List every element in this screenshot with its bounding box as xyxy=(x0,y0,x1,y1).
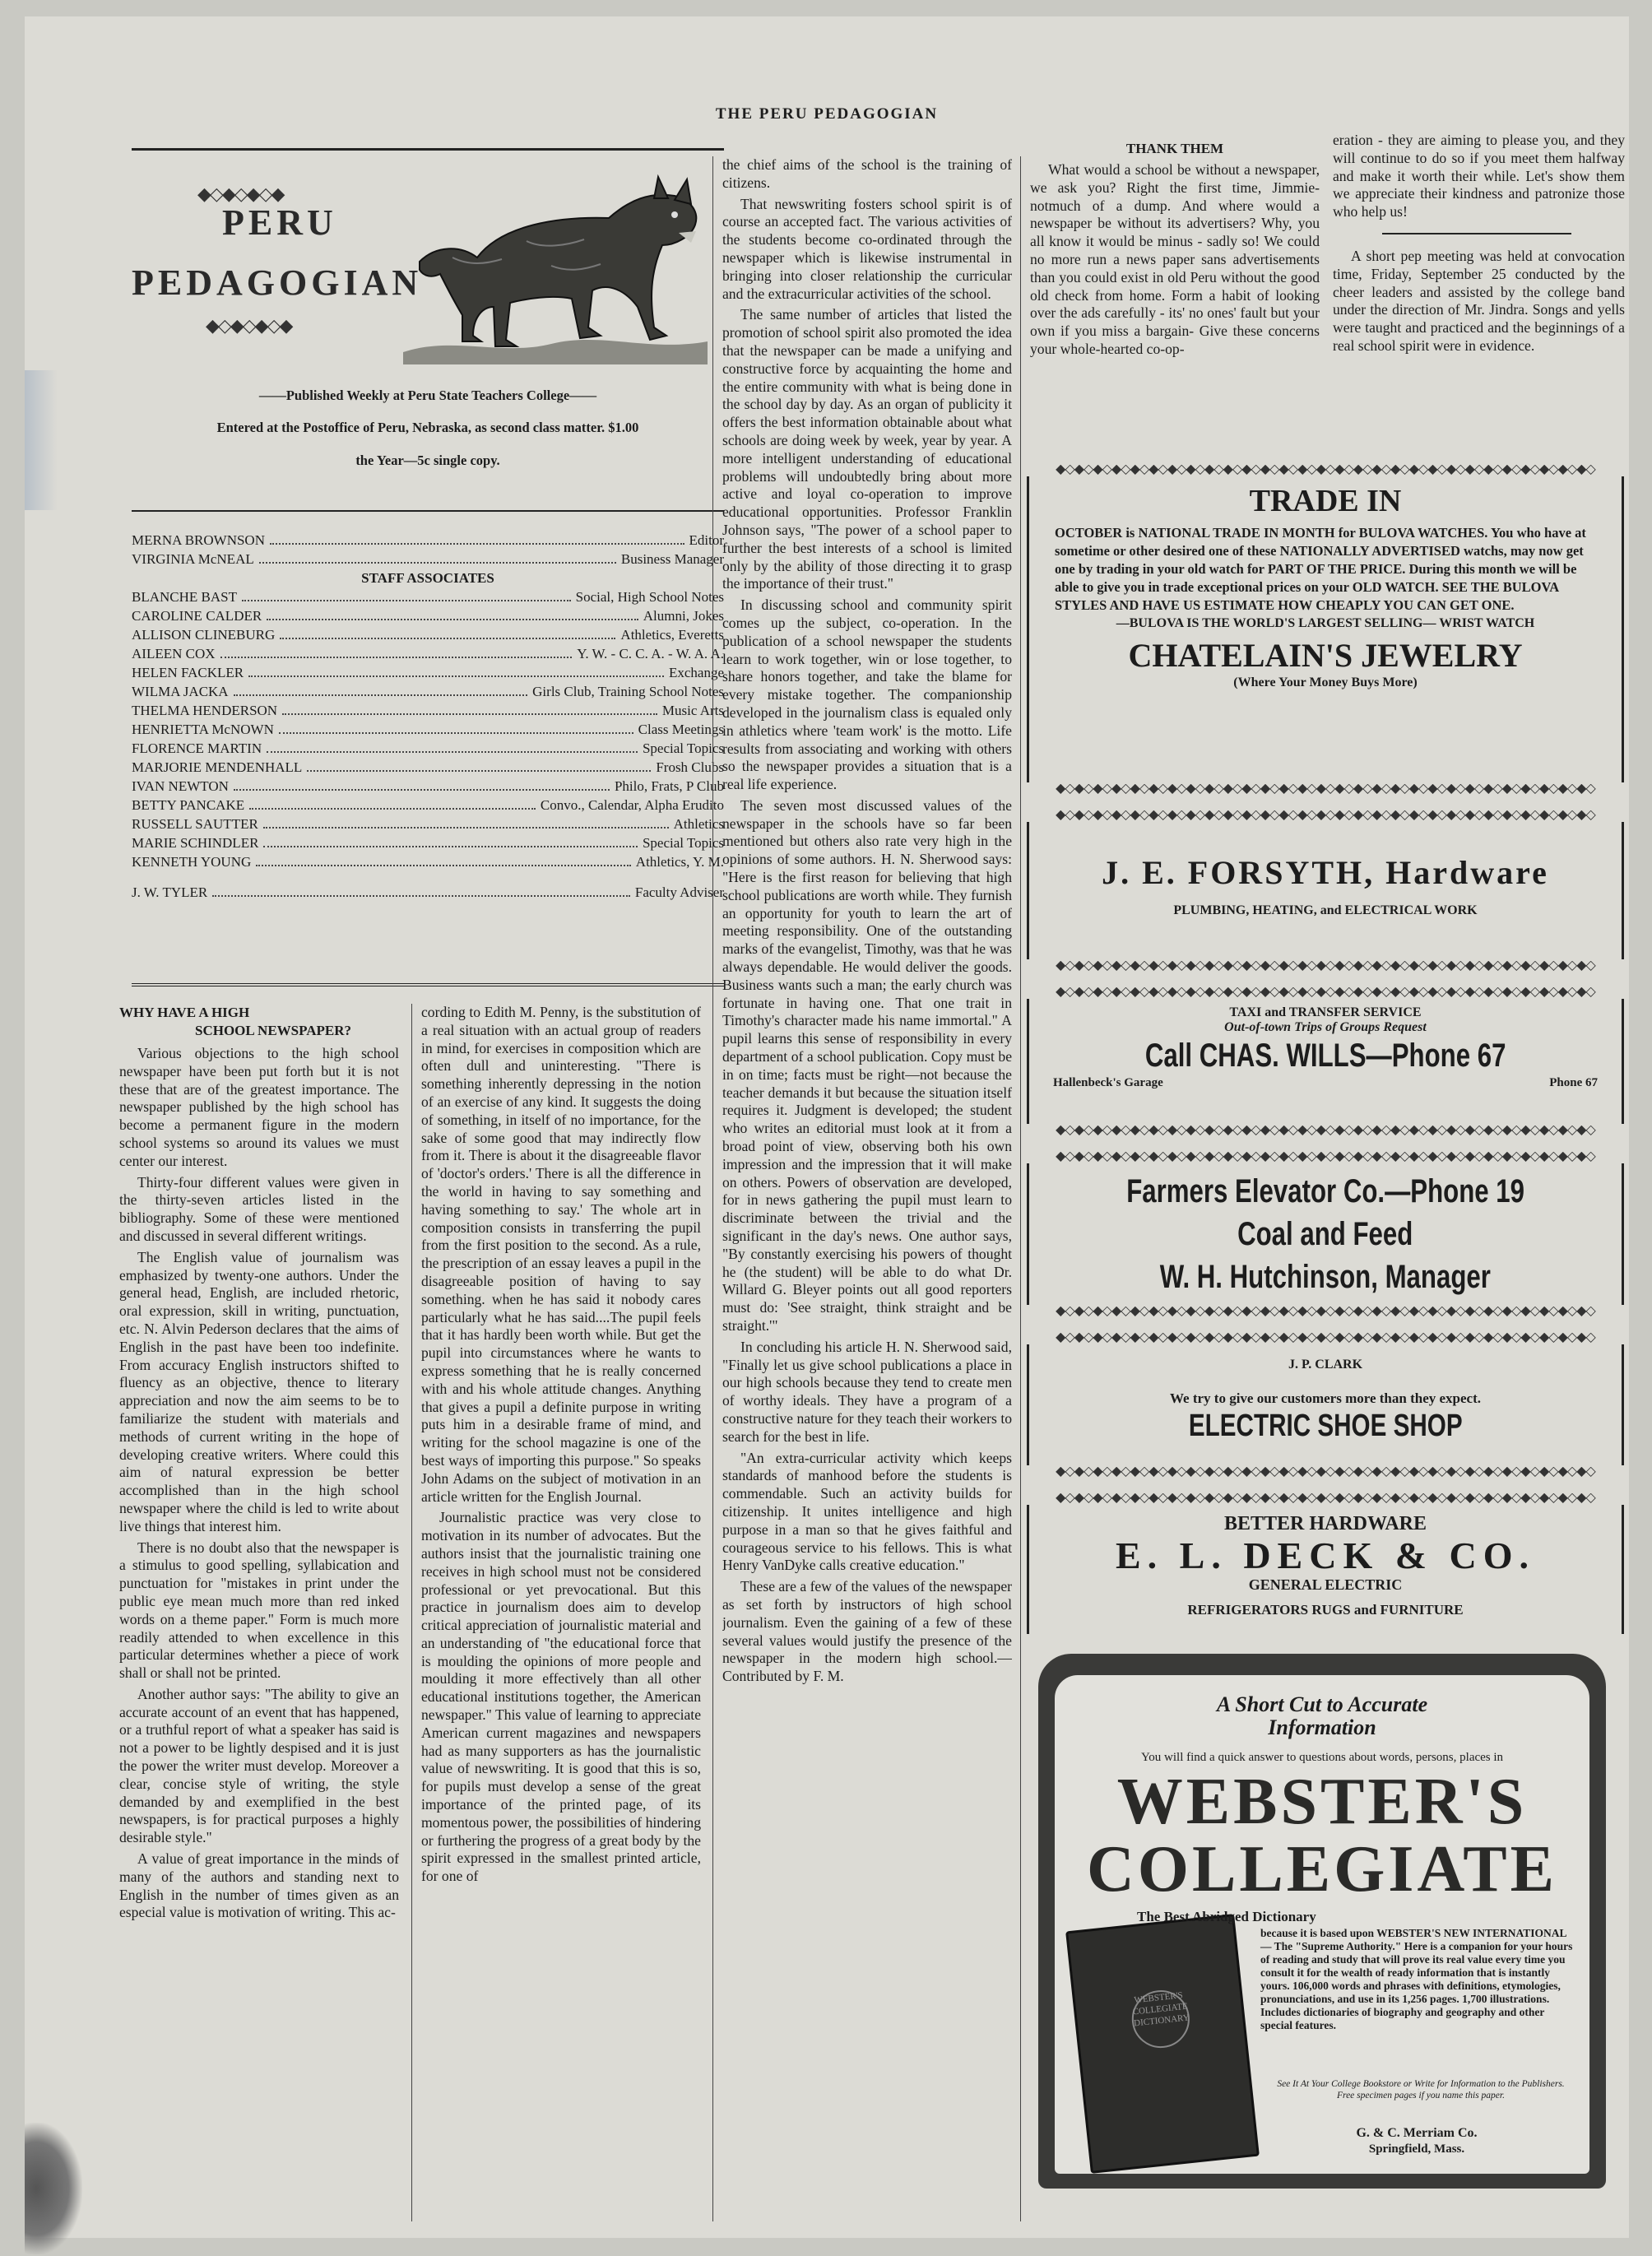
taxi-call-line: Call CHAS. WILLS—Phone 67 xyxy=(1144,1037,1506,1074)
staff-row: MARJORIE MENDENHALL Frosh Clubs xyxy=(132,759,724,775)
staff-rule xyxy=(132,983,724,986)
article-column-1 xyxy=(119,1004,399,2230)
ad-taxi-service: ◆◇◆◇◆◇◆◇◆◇◆◇◆◇◆◇◆◇◆◇◆◇◆◇◆◇◆◇◆◇◆◇◆◇◆◇◆◇◆◇◆◇◆◇◆◇◆◇◆◇◆◇◆◇◆◇◆◇ TAXI and TRANSFER SERVICE Out-of-town Trips of Groups Request Call CHAS. WILLS—Phone 67 Hallenbeck's Garage Phone 67 ◆◇◆◇◆◇◆◇◆◇◆◇◆◇◆◇◆◇◆◇◆◇◆◇◆◇◆◇◆◇◆◇◆◇◆◇◆◇◆◇◆◇◆◇◆◇◆◇◆◇◆◇◆◇◆◇◆◇ xyxy=(1027,987,1624,1135)
ornament-icon: ◆◇◆◇◆◇◆ xyxy=(197,183,284,204)
staff-row: KENNETH YOUNG Athletics, Y. M. xyxy=(132,854,724,870)
thank-them-text-cont: eration - they are aiming to please you, and they will continue to do so if you meet them halfway and make it worth their while. Let's show them we appreciate their kindness and patronize those who help us! xyxy=(1333,132,1625,220)
article-column-2 xyxy=(421,1004,701,2230)
article-paragraph: The English value of journalism was emphasized by twenty-one authors. Under the general head, English, are included rhetoric, oral expression, skill in writing, punctuation, etc. N. Alvin Pederson declares that the aims of English in the past have been too indefinite. From accuracy English instructors shifted to fluency as an objective, thence to literary appreciation and now the aim seems to be to familiarize the student with materials and methods of current writing in the hope of developing creative writers. Where could this aim of natural expression be better accomplished than in the high school newspaper where the child is led to write about live things that interest him. xyxy=(119,1248,399,1534)
chatelains-slogan: (Where Your Money Buys More) xyxy=(1233,675,1418,689)
staff-list xyxy=(132,531,724,902)
article-headline-line1: WHY HAVE A HIGH xyxy=(119,1005,250,1020)
article-paragraph: These are a few of the values of the newspaper as set forth by instructors of high school journalism. Even the gaining of a few of these several values would justify the presence of the newspaper in the modern high school.—Contributed by F. M. xyxy=(722,1578,1012,1685)
article-headline-line2: SCHOOL NEWSPAPER? xyxy=(195,1023,352,1038)
masthead-rule xyxy=(132,510,724,512)
column-rule xyxy=(1020,156,1021,2221)
article-paragraph: The seven most discussed values of the newspaper in the schools have so far been mentioned but others also rate very high in the opinions of some authors. H. N. Sherwood says: "Here is the first reason for believing that high school publications are worth while. They furnish an opportunity for youth to learn the art of meeting responsibility. One of the outstanding marks of the evangelist, Timothy, was that he was always dependable. He would deliver the goods. Business wants such a man; the early church was fortunate in having one. That one trait in Timothy's character made his name immortal." A pupil learns this sense of responsibility in every department of a school publication. Copy must be in on time; facts must be right—not because the teacher demands it but because the situation itself requires it. Judgment is developed; the student who writes an editorial must look at it from a broad point of view, observing both his own impression and the impression that it will make on others. Powers of observation are developed, for in news gathering the pupil must learn to discriminate between the trivial and the significant in the day's news. One author says, "By constantly exercising his powers of thought he (the student) will be able to do what Dr. Willard G. Bleyer points out all good reporters must do: 'See straight, think straight and be straight.'" xyxy=(722,796,1012,1334)
running-head: THE PERU PEDAGOGIAN xyxy=(715,105,939,123)
taxi-line2: Out-of-town Trips of Groups Request xyxy=(1224,1020,1427,1034)
ad-forsyth-hardware: ◆◇◆◇◆◇◆◇◆◇◆◇◆◇◆◇◆◇◆◇◆◇◆◇◆◇◆◇◆◇◆◇◆◇◆◇◆◇◆◇◆◇◆◇◆◇◆◇◆◇◆◇◆◇◆◇◆◇ J. E. FORSYTH, Hardware PLUMBING, HEATING, and ELECTRICAL WORK ◆◇◆◇◆◇◆◇◆◇◆◇◆◇◆◇◆◇◆◇◆◇◆◇◆◇◆◇◆◇◆◇◆◇◆◇◆◇◆◇◆◇◆◇◆◇◆◇◆◇◆◇◆◇◆◇◆◇ xyxy=(1027,810,1624,971)
staff-row: IVAN NEWTON Philo, Frats, P Club xyxy=(132,778,724,794)
masthead-title-line2: PEDAGOGIAN xyxy=(132,262,423,303)
article-paragraph: In concluding his article H. N. Sherwood said, "Finally let us give school publications a place in our high schools because they tend to create men of worthy ideals. They have a program of a constructive nature for they teach their workers to search for the best in life. xyxy=(722,1338,1012,1445)
page-stain xyxy=(25,370,58,510)
webster-sub: The Best Abridged Dictionary xyxy=(1137,1909,1316,1924)
masthead xyxy=(132,148,724,422)
staff-row: HENRIETTA McNOWN Class Meetings xyxy=(132,722,724,737)
ad-border-bottom: ◆◇◆◇◆◇◆◇◆◇◆◇◆◇◆◇◆◇◆◇◆◇◆◇◆◇◆◇◆◇◆◇◆◇◆◇◆◇◆◇◆◇◆◇◆◇◆◇◆◇◆◇◆◇◆◇◆◇ xyxy=(1056,784,1595,794)
shoe-slogan: We try to give our customers more than they expect. xyxy=(1169,1390,1481,1406)
article-paragraph: There is no doubt also that the newspaper is a stimulus to good spelling, syllabication and punctuation for "mistakes in print under the public eye mean much more than red inked words on a theme paper." Form is much more readily attended to when excellence in this particular determines whether a piece of work shall or shall not be printed. xyxy=(119,1539,399,1682)
trade-in-title: TRADE IN xyxy=(1249,484,1402,518)
ad-farmers-elevator: ◆◇◆◇◆◇◆◇◆◇◆◇◆◇◆◇◆◇◆◇◆◇◆◇◆◇◆◇◆◇◆◇◆◇◆◇◆◇◆◇◆◇◆◇◆◇◆◇◆◇◆◇◆◇◆◇◆◇ Farmers Elevator Co.—Phone 19 Coal and Feed W. H. Hutchinson, Manager ◆◇◆◇◆◇◆◇◆◇◆◇◆◇◆◇◆◇◆◇◆◇◆◇◆◇◆◇◆◇◆◇◆◇◆◇◆◇◆◇◆◇◆◇◆◇◆◇◆◇◆◇◆◇◆◇◆◇ xyxy=(1027,1152,1624,1316)
ornament-icon: ◆◇◆◇◆◇◆ xyxy=(206,315,292,336)
article-paragraph: Another author says: "The ability to give an accurate account of an event that has happened, or a truthful report of what a speaker has said is not a power to be lightly despised and it is just the power the writer must develop. Moreover a clear, concise style of writing, the style demanded by and exemplified in the best newspapers, is for practical purposes a highly desirable style." xyxy=(119,1685,399,1846)
chatelains-store-name: CHATELAIN'S JEWELRY xyxy=(1128,637,1523,674)
staff-row: THELMA HENDERSON Music Arts xyxy=(132,703,724,718)
webster-title-2: COLLEGIATE xyxy=(1087,1833,1557,1906)
staff-associates-heading: STAFF ASSOCIATES xyxy=(361,570,494,586)
divider xyxy=(1382,233,1571,234)
newspaper-page xyxy=(25,16,1629,2238)
staff-row: VIRGINIA McNEAL Business Manager xyxy=(132,551,724,567)
column-rule xyxy=(411,1004,412,2221)
column-rule xyxy=(712,156,713,2221)
staff-row: MARIE SCHINDLER Special Topics xyxy=(132,835,724,851)
webster-body: because it is based upon WEBSTER'S NEW INTERNATIONAL— The "Supreme Authority." Here is a companion for your hours of reading and study that will prove its real value every time you consult it for the wealth of ready information that is instantly yours. 106,000 words and phrases with definitions, etymologies, pronunciations, and use in its 1,256 pages. 1,700 illustrations. Includes dictionaries of biography and geography and other special features. xyxy=(1260,1927,1573,2031)
article-paragraph: the chief aims of the school is the training of citizens. xyxy=(722,156,1012,191)
staff-row: FLORENCE MARTIN Special Topics xyxy=(132,740,724,756)
thank-them-column-b xyxy=(1333,132,1625,453)
article-paragraph: That newswriting fosters school spirit is of course an accepted fact. The various activities of the students become co-ordinated through the newspaper which is likewise instrumental in bringing into closer relationship the curricular and the extracurricular activities of the school. xyxy=(722,195,1012,302)
taxi-garage: Hallenbeck's Garage xyxy=(1053,1076,1163,1089)
staff-row: WILMA JACKA Girls Club, Training School Notes xyxy=(132,684,724,699)
bobcat-illustration-icon xyxy=(403,167,716,364)
scanner-thumb xyxy=(25,2123,82,2254)
dictionary-book-icon xyxy=(1065,1914,1260,2174)
deck-name: E. L. DECK & CO. xyxy=(1115,1534,1536,1576)
deck-line2: GENERAL ELECTRIC xyxy=(1248,1576,1403,1593)
staff-row: BLANCHE BAST Social, High School Notes xyxy=(132,589,724,605)
staff-row: ALLISON CLINEBURG Athletics, Everetts xyxy=(132,627,724,643)
published-line: ——Published Weekly at Peru State Teachers College—— xyxy=(258,388,597,403)
staff-row-adviser: J. W. TYLER Faculty Adviser xyxy=(132,884,724,900)
article-paragraph: Various objections to the high school newspaper have been put forth but it is not these that are of the greatest importance. The newspaper published by the high school has become a permanent figure in the modern school systems so around its values we must center our interest. xyxy=(119,1045,399,1169)
article-paragraph: Thirty-four different values were given in the thirty-seven articles listed in the bibliography. Some of these were mentioned and discussed in several different writings. xyxy=(119,1173,399,1244)
ad-electric-shoe-shop: ◆◇◆◇◆◇◆◇◆◇◆◇◆◇◆◇◆◇◆◇◆◇◆◇◆◇◆◇◆◇◆◇◆◇◆◇◆◇◆◇◆◇◆◇◆◇◆◇◆◇◆◇◆◇◆◇◆◇ J. P. CLARK We try to give our customers more than they expect. ELECTRIC SHOE SHOP ◆◇◆◇◆◇◆◇◆◇◆◇◆◇◆◇◆◇◆◇◆◇◆◇◆◇◆◇◆◇◆◇◆◇◆◇◆◇◆◇◆◇◆◇◆◇◆◇◆◇◆◇◆◇◆◇◆◇ xyxy=(1027,1333,1624,1477)
ad-el-deck-co: ◆◇◆◇◆◇◆◇◆◇◆◇◆◇◆◇◆◇◆◇◆◇◆◇◆◇◆◇◆◇◆◇◆◇◆◇◆◇◆◇◆◇◆◇◆◇◆◇◆◇◆◇◆◇◆◇◆◇ BETTER HARDWARE E. L. DECK & CO. GENERAL ELECTRIC REFRIGERATORS RUGS and FURNITURE xyxy=(1027,1493,1624,1646)
elevator-line1: Farmers Elevator Co.—Phone 19 xyxy=(1126,1173,1524,1209)
trade-in-body: OCTOBER is NATIONAL TRADE IN MONTH for BULOVA WATCHES. You who have at sometime or other desired one of these NATIONALLY ADVERTISED watchs, may now get one by trading in your old watch for PART OF THE PRICE. During this month we will be able to give you in trade exceptional prices on your OLD WATCH. SEE THE BULOVA STYLES AND HAVE US ESTIMATE HOW CHEAPLY YOU CAN GET ONE. xyxy=(1055,525,1586,613)
forsyth-name: J. E. FORSYTH, Hardware xyxy=(1102,854,1549,891)
ad-websters-collegiate xyxy=(1038,1654,1606,2189)
entered-line: Entered at the Postoffice of Peru, Nebraska, as second class matter. $1.00 xyxy=(216,420,639,435)
book-emblem: WEBSTER'S COLLEGIATE DICTIONARY xyxy=(1129,1988,1192,2051)
deck-line3: REFRIGERATORS RUGS and FURNITURE xyxy=(1187,1602,1464,1618)
deck-line1: BETTER HARDWARE xyxy=(1223,1513,1427,1534)
article-paragraph: "An extra-curricular activity which keeps standards of manhood before the students is commendable. Such an activity builds for citizenship. It unites intelligence and high purpose in a man so that he gives faithful and courageous service to his fellows. This is what Henry VanDyke calls creative education." xyxy=(722,1449,1012,1574)
elevator-line2: Coal and Feed xyxy=(1237,1216,1413,1252)
forsyth-services: PLUMBING, HEATING, and ELECTRICAL WORK xyxy=(1173,903,1478,917)
thank-them-text: What would a school be without a newspaper, we ask you? Right the first time, Jimmie-notmuch of a dump. And where would a newspaper be without its advertisers? Why, you all know it would be minus - sadly so! We could no more run a news paper sans advertisements than you could exist in old Peru without the good old check from home. Form a habit of looking over the ads carefully - its' no ones' fault but your own if you miss a bargain- Give these concerns your whole-hearted co-op- xyxy=(1030,161,1320,357)
staff-row: BETTY PANCAKE Convo., Calendar, Alpha Erudito xyxy=(132,797,724,813)
article-column-3 xyxy=(722,156,1012,2230)
article-paragraph: cording to Edith M. Penny, is the substitution of a real situation with an actual group of readers in mind, for exercises in composition which are often dull and uninteresting. "There is something inherently depressing in the notion of an exercise of any kind. It suggests the doing of something, in itself of no importance, for the sake of some good that may indirectly flow from it. There is about it the disagreeable flavor of 'doctor's orders.' There is all the difference in the world in having to say something and having something to say.' The whole art in composition consists in transferring the pupil from the first position to the second. As a rule, the prescription of an essay leaves a pupil in the disagreeable position of having to say something. when he has said it nobody cares particularly what he has said....The pupil feels that it has hardly been worth while. But get the pupil into circumstances where he wants to express something that he is really concerned with and his whole attitude changes. Anything that gives a pupil a definite purpose in writing puts him in a desirable frame of mind, and writing for the school magazine is one of the best ways of importing this purpose." So speaks John Adams on the subject of motivation in an article written for the English Journal. xyxy=(421,1004,701,1505)
webster-city: Springfield, Mass. xyxy=(1368,2142,1465,2156)
masthead-title-line1: PERU xyxy=(222,202,337,243)
staff-row: CAROLINE CALDER Alumni, Jokes xyxy=(132,608,724,624)
ad-chatelains-jewelry xyxy=(1027,465,1624,794)
thank-them-column-a xyxy=(1030,140,1320,453)
webster-intro: You will find a quick answer to questions about words, persons, places in xyxy=(1140,1751,1504,1764)
elevator-line3: W. H. Hutchinson, Manager xyxy=(1159,1259,1492,1295)
webster-tagline: A Short Cut to Accurate Information xyxy=(1216,1692,1428,1739)
webster-fine-print: See It At Your College Bookstore or Write for Information to the Publishers. Free specimen pages if you name this paper. xyxy=(1277,2079,1565,2100)
taxi-line1: TAXI and TRANSFER SERVICE xyxy=(1229,1005,1422,1019)
staff-row: AILEEN COX Y. W. - C. C. A. - W. A. A. xyxy=(132,646,724,661)
thank-them-heading: THANK THEM xyxy=(1125,141,1224,156)
subscription-line: the Year—5c single copy. xyxy=(355,453,500,468)
article-paragraph: A value of great importance in the minds of many of the authors and standing next to English in the number of times given as an especial value is motivation of writing. This ac- xyxy=(119,1850,399,1921)
trade-in-tagline: —BULOVA IS THE WORLD'S LARGEST SELLING— WRIST WATCH xyxy=(1116,616,1535,630)
staff-row: MERNA BROWNSON Editor xyxy=(132,532,724,548)
shoe-shop-name: ELECTRIC SHOE SHOP xyxy=(1188,1409,1463,1443)
ad-border-top: ◆◇◆◇◆◇◆◇◆◇◆◇◆◇◆◇◆◇◆◇◆◇◆◇◆◇◆◇◆◇◆◇◆◇◆◇◆◇◆◇◆◇◆◇◆◇◆◇◆◇◆◇◆◇◆◇◆◇ xyxy=(1056,465,1595,475)
article-paragraph: The same number of articles that listed the promotion of school spirit also promoted the idea that the newspaper can be made a unifying and constructive force by acquainting the home and the entire community with what is being done in the school day by day. As an organ of publicity it offers the best information obtainable about what schools are doing week by week, year by year. A more intelligent understanding of educational problems will undoubtedly bring about more active and loyal co-operation to improve educational opportunities. Professor Franklin Johnson says, "The power of a school paper to further the best interests of a school is limited only by the ability of those directing it to grasp the importance of their trust." xyxy=(722,306,1012,592)
webster-publisher: G. & C. Merriam Co. xyxy=(1356,2126,1478,2140)
staff-row: HELEN FACKLER Exchange xyxy=(132,665,724,680)
article-paragraph: In discussing school and community spirit comes up the subject, co-operation. In the publication of a school newspaper the students learn to work together, win or lose together, to share honors together, and take the blame for every mistake together. The companionship developed in the journalism class is equaled only in athletics where 'team work' is the motto. Life results from associating and working with others so the newspaper provides a situation that is a real life experience. xyxy=(722,596,1012,793)
webster-title-1: WEBSTER'S xyxy=(1116,1766,1528,1838)
pep-meeting-text: A short pep meeting was held at convocation time, Friday, September 25 conducted by the cheer leaders and assisted by the college band under the direction of Mr. Jindra. Songs and yells were taught and practiced and the beginnings of a real school spirit were in evidence. xyxy=(1333,247,1625,354)
shoe-owner: J. P. CLARK xyxy=(1288,1358,1363,1372)
article-paragraph: Journalistic practice was very close to motivation in its number of advocates. But the authors insist that the journalistic training one receives in high school must not be considered professional or yet prevocational. But this practice in journalism does aim to develop critical appreciation of journalistic material and an understanding of "the educational force that is moulding the opinions of more people and moulding it more effectively than all other educational institutions together, the American newspaper." This value of learning to appreciate American current magazines and newspapers had as many supporters as has the journalistic value of newswriting. It is good that this is so, for pupils must develop a sense of the great importance of the printed page, of its momentous power, the possibilities of hindering or furthering the progress of a great body by the spirit expressed in the smallest printed article, for one of xyxy=(421,1509,701,1885)
taxi-phone: Phone 67 xyxy=(1549,1076,1598,1089)
staff-row: RUSSELL SAUTTER Athletics xyxy=(132,816,724,832)
